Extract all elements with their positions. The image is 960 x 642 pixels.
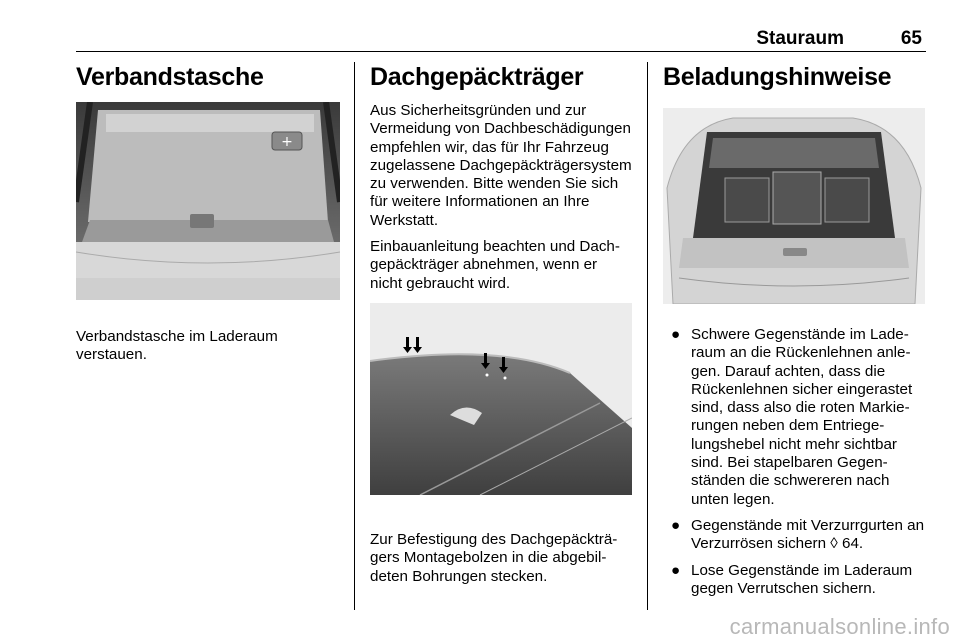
- figure-first-aid-kit: [76, 102, 340, 300]
- svg-text:+: +: [281, 134, 293, 150]
- column-divider-left: [354, 62, 355, 610]
- figure-roof-rack: [370, 303, 632, 495]
- watermark: carmanualsonline.info: [729, 614, 950, 639]
- list-item: ● Lose Gegenstände im Laderaum gegen Verrutschen sichern.: [671, 561, 913, 597]
- list-item: ● Schwere Gegenstände im Laderaum an die Rückenlehnen anlegen. Darauf achten, dass die Rückenlehnen sicher eingerastet sind, dass also die roten Markierungen neben dem Entriegelungshebel nicht mehr sichtbar sind. Bei stapelbaren Gegenständen die schwereren nach unten legen.: [671, 326, 913, 508]
- list-item: ● Gegenstände mit Verzurrgurten an Verzurrösen sichern ◊ 64.: [671, 516, 925, 553]
- column-first-aid-kit: [76, 62, 340, 373]
- paragraph-roof-rack-2: Einbauanleitung beachten und Dachgepäckträger abnehmen, wenn er nicht gebraucht wird.: [370, 238, 620, 292]
- heading-roof-rack: Dachgepäckträger: [370, 63, 584, 91]
- figure-loading-notes: [663, 108, 925, 304]
- loading-notes-list: [663, 326, 927, 598]
- column-divider-right: [647, 62, 648, 610]
- column-loading-notes: [663, 62, 927, 606]
- page-number: 65: [900, 28, 922, 49]
- paragraph-roof-rack-1: Aus Sicherheitsgründen und zur Vermeidung von Dachbeschädigungen empfehlen wir, das für Ihr Fahrzeug zugelassene Dachgepäckträgersystem zu verwenden. Bitte wenden Sie sich für weitere Informationen an Ihre Werkstatt.: [370, 102, 632, 229]
- page-header: [76, 24, 926, 52]
- section-title: Stauraum: [756, 28, 844, 49]
- column-roof-rack: [370, 62, 632, 594]
- heading-first-aid-kit: Verbandstasche: [76, 63, 264, 91]
- heading-loading-notes: Beladungshinweise: [663, 63, 892, 91]
- caption-roof-rack: Zur Befestigung des Dachgepäckträgers Montagebolzen in die abgebildeten Bohrungen stecken.: [370, 530, 618, 585]
- caption-first-aid-kit: Verbandstasche im Laderaum verstauen.: [76, 328, 278, 364]
